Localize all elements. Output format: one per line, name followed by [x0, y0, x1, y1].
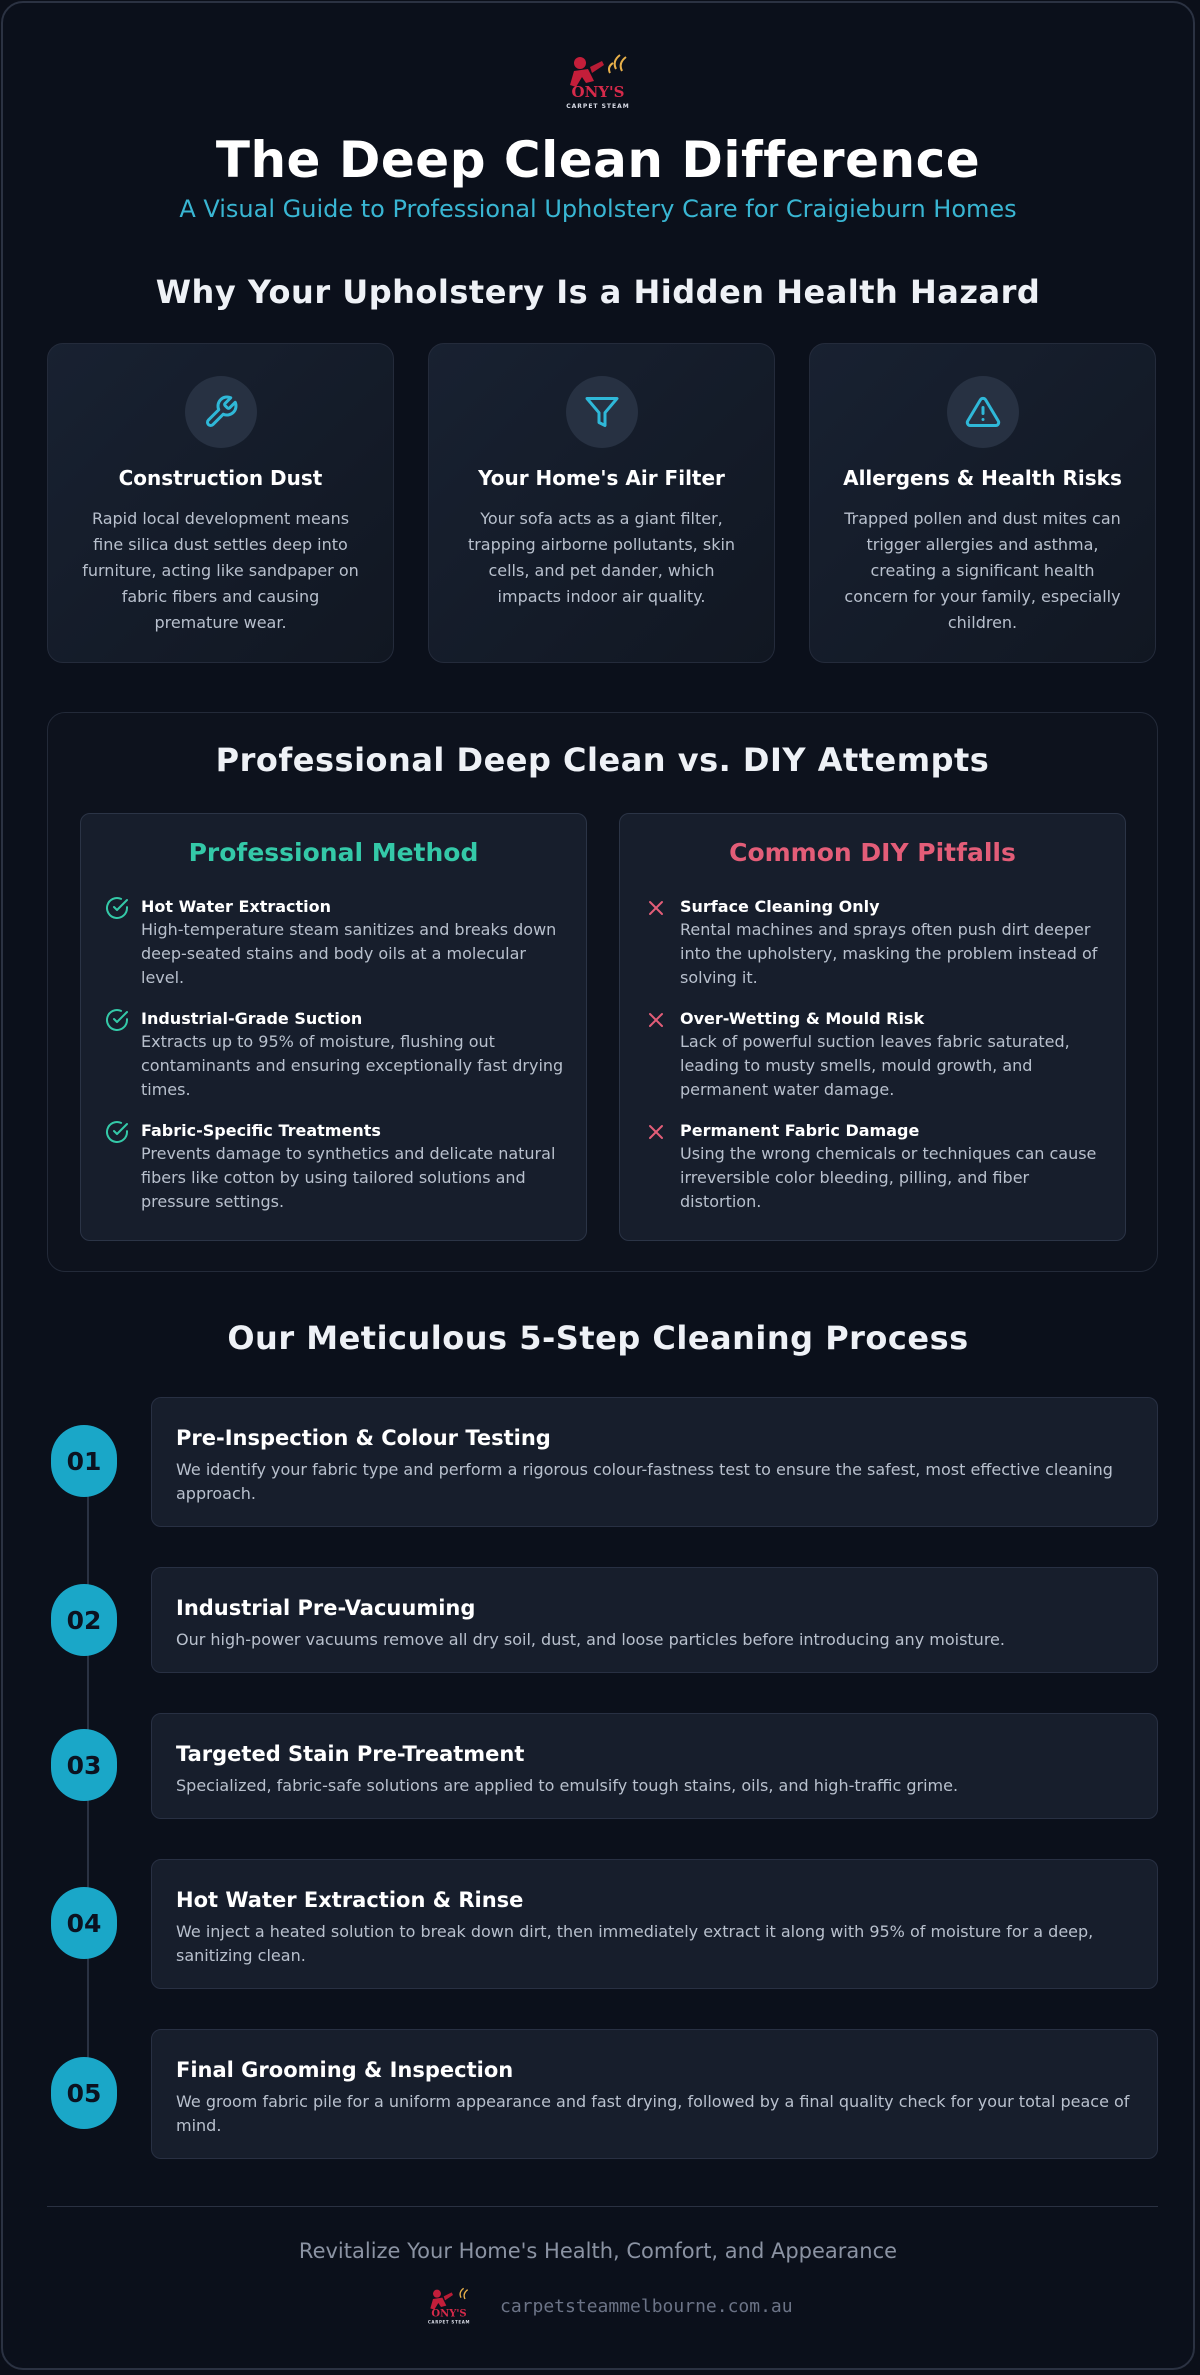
- process-step-text: Our high-power vacuums remove all dry soil, dust, and loose particles before introducing any moisture.: [176, 1630, 1005, 1649]
- process-step-text: We groom fabric pile for a uniform appearance and fast drying, followed by a final quality check for your total peace of mind.: [176, 2092, 1130, 2135]
- footer-logo-subtext: CARPET STEAM: [427, 2319, 471, 2325]
- comparison-heading: Professional Deep Clean vs. DIY Attempts: [215, 741, 990, 779]
- hazard-card-text: Rapid local development means fine silica dust settles deep into furniture, acting like sandpaper on fabric fibers and causing premature wear.: [82, 509, 359, 632]
- step-number-badge: 03: [51, 1729, 117, 1801]
- diy-item-title: Surface Cleaning Only: [680, 897, 880, 916]
- diy-item: [644, 896, 1104, 990]
- hazard-card-title: Your Home's Air Filter: [478, 466, 725, 490]
- step-number-badge: 01: [51, 1425, 117, 1497]
- diy-pitfalls-column: [619, 813, 1126, 1241]
- process-step-title: Targeted Stain Pre-Treatment: [176, 1742, 525, 1766]
- diy-pitfalls-title: Common DIY Pitfalls: [729, 838, 1016, 867]
- professional-method-title: Professional Method: [188, 838, 479, 867]
- diy-item-text: Using the wrong chemicals or techniques can cause irreversible color bleeding, pilling, and fiber distortion.: [680, 1144, 1097, 1211]
- hazard-card-air-filter: [428, 343, 775, 663]
- x-icon: [644, 896, 668, 920]
- check-circle-icon: [105, 1008, 129, 1032]
- filter-icon: [584, 394, 620, 430]
- diy-item: [644, 1120, 1104, 1214]
- logo-word: ONY'S: [571, 83, 625, 101]
- process-step: [151, 1713, 1158, 1819]
- footer-logo: [421, 2283, 477, 2327]
- step-number-badge: 02: [51, 1584, 117, 1656]
- logo-subtext: CARPET STEAM: [566, 103, 630, 110]
- professional-item-text: Extracts up to 95% of moisture, flushing out contaminants and ensuring exceptionally fast drying times.: [141, 1032, 564, 1099]
- warning-icon: [965, 394, 1001, 430]
- step-number-badge: 05: [51, 2057, 117, 2129]
- process-step-title: Industrial Pre-Vacuuming: [176, 1596, 476, 1620]
- process-step-title: Pre-Inspection & Colour Testing: [176, 1426, 551, 1450]
- process-step-text: Specialized, fabric-safe solutions are applied to emulsify tough stains, oils, and high-traffic grime.: [176, 1776, 959, 1795]
- footer-website-link[interactable]: carpetsteammelbourne.com.au: [500, 2296, 793, 2317]
- hazard-card-title: Allergens & Health Risks: [843, 466, 1122, 490]
- page-title: The Deep Clean Difference: [215, 131, 981, 189]
- step-number-badge: 04: [51, 1887, 117, 1959]
- wrench-icon: [203, 394, 239, 430]
- process-heading: Our Meticulous 5-Step Cleaning Process: [227, 1319, 969, 1357]
- process-step: [151, 1859, 1158, 1989]
- diy-item-text: Rental machines and sprays often push dirt deeper into the upholstery, masking the problem instead of solving it.: [680, 920, 1098, 987]
- diy-item-title: Over-Wetting & Mould Risk: [680, 1009, 925, 1028]
- professional-item-text: Prevents damage to synthetics and delicate natural fibers like cotton by using tailored solutions and pressure settings.: [141, 1144, 556, 1211]
- page-subtitle: A Visual Guide to Professional Upholstery Care for Craigieburn Homes: [179, 195, 1017, 223]
- diy-item: [644, 1008, 1104, 1102]
- professional-item: [105, 1120, 565, 1214]
- brand-logo: [556, 47, 640, 113]
- footer-tagline: Revitalize Your Home's Health, Comfort, and Appearance: [298, 2239, 898, 2263]
- process-step-title: Hot Water Extraction & Rinse: [176, 1888, 524, 1912]
- check-circle-icon: [105, 1120, 129, 1144]
- hazards-heading: Why Your Upholstery Is a Hidden Health Hazard: [155, 273, 1041, 311]
- professional-item-title: Industrial-Grade Suction: [141, 1009, 363, 1028]
- diy-item-text: Lack of powerful suction leaves fabric saturated, leading to musty smells, mould growth, and permanent water damage.: [680, 1032, 1070, 1099]
- x-icon: [644, 1008, 668, 1032]
- professional-item: [105, 1008, 565, 1102]
- process-step: [151, 2029, 1158, 2159]
- hazard-card-title: Construction Dust: [118, 466, 323, 490]
- professional-item-title: Fabric-Specific Treatments: [141, 1121, 381, 1140]
- process-step: [151, 1397, 1158, 1527]
- professional-item-text: High-temperature steam sanitizes and breaks down deep-seated stains and body oils at a molecular level.: [141, 920, 557, 987]
- hazard-card-allergens: [809, 343, 1156, 663]
- x-icon: [644, 1120, 668, 1144]
- footer-logo-word: ONY'S: [431, 2308, 467, 2320]
- process-step-text: We identify your fabric type and perform a rigorous colour-fastness test to ensure the safest, most effective cleaning approach.: [176, 1460, 1113, 1503]
- professional-item-title: Hot Water Extraction: [141, 897, 332, 916]
- hazard-card-text: Your sofa acts as a giant filter, trapping airborne pollutants, skin cells, and pet dander, which impacts indoor air quality.: [467, 509, 736, 606]
- professional-item: [105, 896, 565, 990]
- hazard-card-text: Trapped pollen and dust mites can trigger allergies and asthma, creating a significant health concern for your family, especially children.: [844, 509, 1121, 632]
- footer-divider: [47, 2206, 1158, 2207]
- process-step-text: We inject a heated solution to break down dirt, then immediately extract it along with 95% of moisture for a deep, sanitizing clean.: [176, 1922, 1094, 1965]
- comparison-panel: [47, 712, 1158, 1272]
- process-step-title: Final Grooming & Inspection: [176, 2058, 514, 2082]
- diy-item-title: Permanent Fabric Damage: [680, 1121, 920, 1140]
- infographic-frame: [1, 1, 1195, 2370]
- check-circle-icon: [105, 896, 129, 920]
- professional-method-column: [80, 813, 587, 1241]
- hazard-card-dust: [47, 343, 394, 663]
- process-step: [151, 1567, 1158, 1673]
